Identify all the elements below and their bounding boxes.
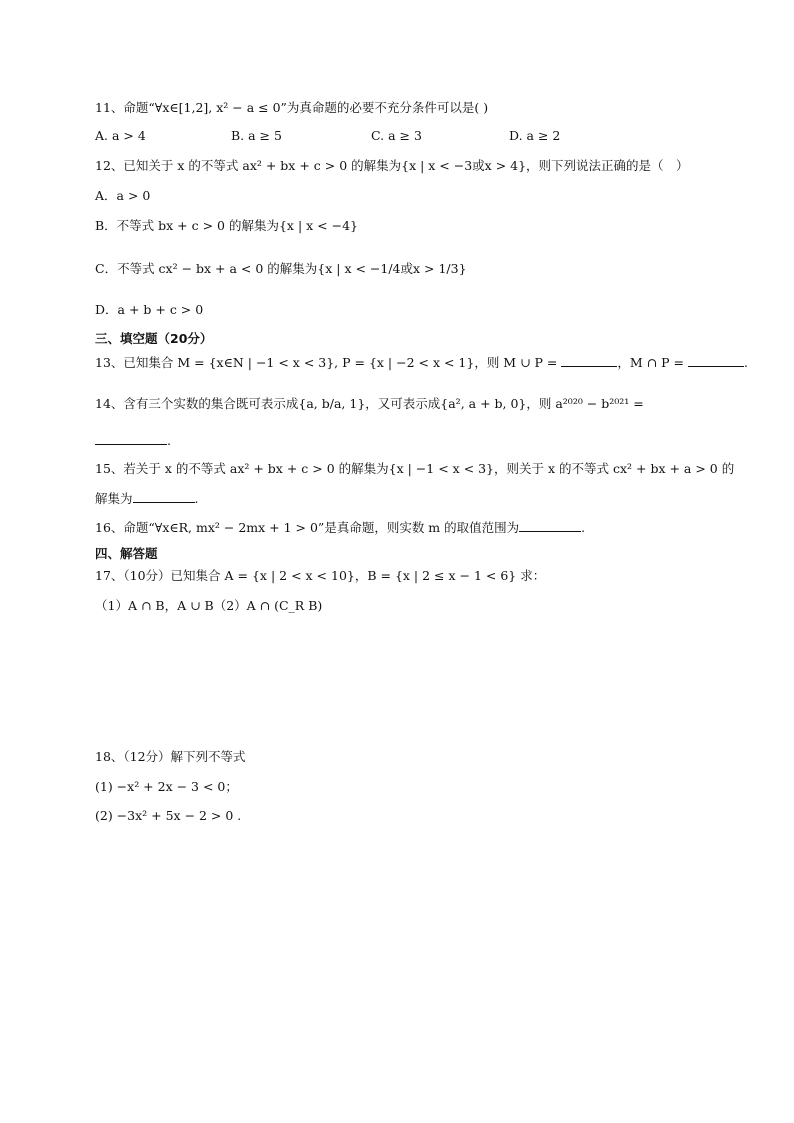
q12-option-c: C．不等式 cx² − bx + a < 0 的解集为{x | x < −1/4或x > 1/3} <box>95 261 467 276</box>
question-16: 16、命题“∀x∈R, mx² − 2mx + 1 > 0”是真命题，则实数 m 的取值范围为 . <box>95 520 586 535</box>
q15-answer-blank[interactable] <box>133 490 195 503</box>
question-12: 12、已知关于 x 的不等式 ax² + bx + c > 0 的解集为{x | x < −3或x > 4}，则下列说法正确的是（ ） <box>95 158 689 173</box>
q13-answer-blank-2[interactable] <box>688 354 744 367</box>
question-15-cont: 解集为 . <box>95 491 199 506</box>
q13-answer-blank-1[interactable] <box>561 354 617 367</box>
q11-option-d: D. a ≥ 2 <box>509 128 561 143</box>
q12-option-b: B．不等式 bx + c > 0 的解集为{x | x < −4} <box>95 218 358 233</box>
q14-answer-line: . <box>95 432 171 450</box>
q11-option-c: C. a ≥ 3 <box>371 128 422 143</box>
question-17-parts: （1）A ∩ B，A ∪ B（2）A ∩ (C_R B) <box>95 598 323 613</box>
question-15: 15、若关于 x 的不等式 ax² + bx + c > 0 的解集为{x | −1 < x < 3}，则关于 x 的不等式 cx² + bx + a > 0 的 <box>95 461 735 476</box>
q15-cont-text: 解集为 <box>95 491 133 506</box>
q18-part-2: (2) −3x² + 5x − 2 > 0 . <box>95 808 242 823</box>
q11-option-a: A. a > 4 <box>95 128 146 143</box>
q18-part-1: (1) −x² + 2x − 3 < 0； <box>95 779 238 794</box>
q14-answer-blank[interactable] <box>95 432 167 445</box>
section-4-heading: 四、解答题 <box>95 546 158 561</box>
question-13: 13、已知集合 M = {x∈N | −1 < x < 3}, P = {x | −2 < x < 1}，则 M ∪ P = ，M ∩ P = . <box>95 355 748 370</box>
q13-text: 13、已知集合 M = {x∈N | −1 < x < 3}, P = {x | −2 < x < 1}，则 M ∪ P = <box>95 355 558 370</box>
q11-option-b: B. a ≥ 5 <box>231 128 282 143</box>
q12-option-d: D．a + b + c > 0 <box>95 302 204 317</box>
q16-answer-blank[interactable] <box>519 519 581 532</box>
question-11-options <box>95 127 715 145</box>
q13-mid-text: ，M ∩ P = <box>617 355 684 370</box>
question-14: 14、含有三个实数的集合既可表示成{a, b/a, 1}，又可表示成{a², a + b, 0}，则 a²⁰²⁰ − b²⁰²¹ = <box>95 396 644 411</box>
section-3-heading: 三、填空题（20分） <box>95 331 213 346</box>
question-17: 17、（10分）已知集合 A = {x | 2 < x < 10}，B = {x | 2 ≤ x − 1 < 6} 求： <box>95 568 546 583</box>
q16-text: 16、命题“∀x∈R, mx² − 2mx + 1 > 0”是真命题，则实数 m 的取值范围为 <box>95 520 520 535</box>
question-18: 18、（12分）解下列不等式 <box>95 749 246 764</box>
q12-option-a: A．a > 0 <box>95 188 151 203</box>
question-11: 11、命题“∀x∈[1,2], x² − a ≤ 0”为真命题的必要不充分条件可以是( ) <box>95 100 489 115</box>
